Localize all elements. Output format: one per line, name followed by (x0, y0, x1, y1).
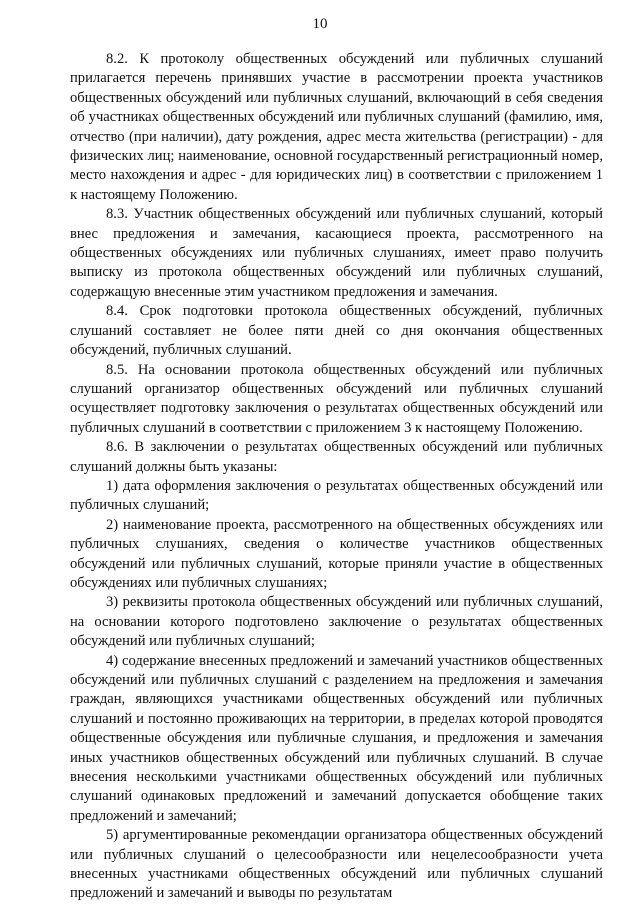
page-number: 10 (312, 16, 328, 32)
paragraph-8-2: 8.2. К протоколу общественных обсуждений или публичных слушаний прилагается перечень принявших участие в рассмотрении проекта участников общественных обсуждений или публичных слушаний, включающий в себя сведения об участниках общественных обсуждений или публичных слушаний (фамилию, имя, отчество (при наличии), дату рождения, адрес места жительства (регистрации) - для физических лиц; наименование, основной государственный регистрационный номер, место нахождения и адрес - для юридических лиц) в соответствии с приложением 1 к настоящему Положению. (70, 51, 603, 203)
list-item-1: 1) дата оформления заключения о результатах общественных обсуждений или публичных слушаний; (70, 477, 603, 514)
paragraph-8-3: 8.3. Участник общественных обсуждений или публичных слушаний, который внес предложения и замечания, касающиеся проекта, рассмотренного на общественных обсуждениях или публичных слушаниях, имеет право получить выписку из протокола общественных обсуждений или публичных слушаний, содержащую внесенные этим участником предложения и замечания. (70, 206, 603, 300)
paragraph-8-6: 8.6. В заключении о результатах общественных обсуждений или публичных слушаний должны быть указаны: (70, 439, 603, 475)
list-item-5: 5) аргументированные рекомендации организатора общественных обсуждений или публичных слушаний о целесообразности или нецелесообразности учета внесенных участниками общественных обсуждений или публичных слушаний предложений и замечаний и выводы по результатам (70, 827, 603, 902)
document-body (70, 50, 603, 904)
paragraph-8-5: 8.5. На основании протокола общественных обсуждений или публичных слушаний организатор общественных обсуждений или публичных слушаний осуществляет подготовку заключения о результатах общественных обсуждений или публичных слушаний в соответствии с приложением 3 к настоящему Положению. (70, 361, 603, 436)
list-item-4: 4) содержание внесенных предложений и замечаний участников общественных обсуждений или публичных слушаний с разделением на предложения и замечания граждан, являющихся участниками общественных обсуждений или публичных слушаний и постоянно проживающих на территории, в пределах которой проводятся общественные обсуждения или публичные слушания, и предложения и замечания иных участников общественных обсуждений или публичных слушаний. В случае внесения несколькими участниками общественных обсуждений или публичных слушаний одинаковых предложений и замечаний допускается обобщение таких предложений и замечаний; (70, 652, 603, 824)
paragraph-8-4: 8.4. Срок подготовки протокола общественных обсуждений, публичных слушаний составляет не более пяти дней со дня окончания общественных обсуждений, публичных слушаний. (70, 303, 603, 359)
list-item-2: 2) наименование проекта, рассмотренного на общественных обсуждениях или публичных слушаниях, сведения о количестве участников общественных обсуждений или публичных слушаний, которые приняли участие в общественных обсуждениях или публичных слушаниях; (70, 516, 603, 591)
list-item-3: 3) реквизиты протокола общественных обсуждений или публичных слушаний, на основании которого подготовлено заключение о результатах общественных обсуждений или публичных слушаний; (70, 594, 603, 650)
